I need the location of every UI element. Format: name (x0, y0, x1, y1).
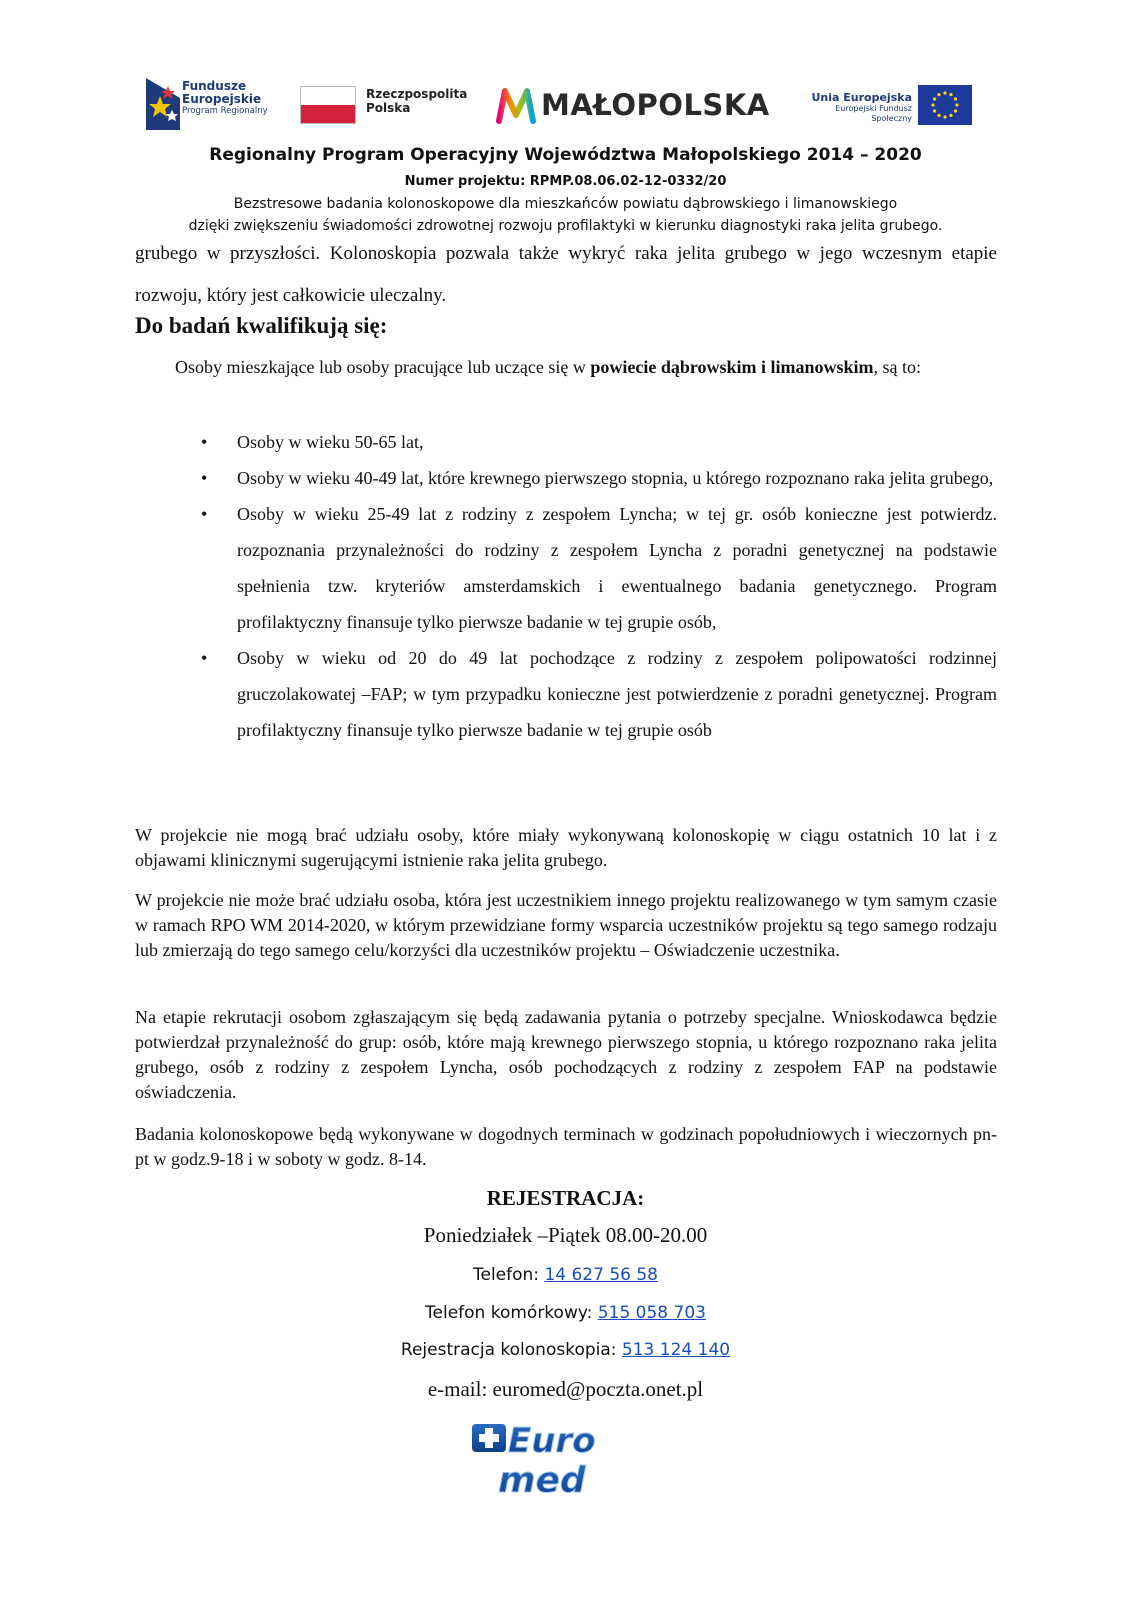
list-item-text: Osoby w wieku od 20 do 49 lat pochodzące z rodziny z zespołem polipowatości rodzinnej gruczolakowatej –FAP; w tym przypadku konieczne jest potwierdzenie z poradni genetycznej. Program profilaktyczny finansuje tylko pierwsze badanie w tej grupie osób (237, 648, 997, 740)
mobile-label: Telefon komórkowy: (425, 1303, 598, 1323)
malopolska-logo (495, 83, 770, 129)
qualify-intro-end: , są to: (873, 357, 922, 377)
list-item-text: Osoby w wieku 40-49 lat, które krewnego pierwszego stopnia, u którego rozpoznano raka jelita grubego, (237, 468, 994, 488)
registration-hours: Poniedziałek –Piątek 08.00-20.00 (423, 1223, 708, 1247)
fundusze-europejskie-logo (146, 78, 274, 130)
project-subtitle-line1: Bezstresowe badania kolonoskopowe dla mieszkańców powiatu dąbrowskiego i limanowskiego (233, 196, 898, 212)
euromed-logo (468, 1418, 643, 1500)
euromed-logo-line2: med (498, 1460, 586, 1500)
list-item-text: Osoby w wieku 50-65 lat, (237, 432, 424, 452)
list-item (175, 496, 997, 640)
unia-line1: Unia Europejska (811, 91, 912, 104)
malopolska-m-icon (495, 85, 537, 125)
intro-paragraph: grubego w przyszłości. Kolonoskopia pozwala także wykryć raka jelita grubego w jego wczesnym etapie rozwoju, który jest całkowicie uleczalny. (135, 243, 997, 306)
project-number: Numer projektu: RPMP.08.06.02-12-0332/20 (404, 174, 727, 189)
recruitment-paragraph: Na etapie rekrutacji osobom zgłaszającym się będą zadawania pytania o potrzeby specjalne. Wnioskodawca będzie potwierdzał przynależność do grup: osób, które mają krewnego pierwszego stopnia, u którego rozpoznano raka jelita grubego, osób z rodziny z zespołem Lyncha, osób pochodzących z rodziny z zespołem FAP na podstawie oświadczenia. (135, 1007, 997, 1102)
list-item (175, 424, 997, 460)
polish-flag-icon (300, 86, 356, 124)
colonoscopy-label: Rejestracja kolonoskopia: (400, 1340, 622, 1360)
qualify-intro-bold: powiecie dąbrowskim i limanowskim (590, 357, 874, 377)
bullet-icon: • (201, 648, 208, 668)
qualify-heading: Do badań kwalifikują się: (135, 313, 388, 338)
unia-europejska-logo (796, 85, 972, 127)
phone-label: Telefon: (473, 1265, 545, 1285)
registration-colonoscopy (0, 1340, 1131, 1360)
unia-line2: Europejski Fundusz Społeczny (835, 104, 912, 123)
project-subtitle-line2: dzięki zwiększeniu świadomości zdrowotnej rozwoju profilaktyki w kierunku diagnostyki raka jelita grubego. (188, 218, 943, 234)
colonoscopy-phone-link[interactable]: 513 124 140 (621, 1340, 731, 1360)
list-item (175, 640, 997, 748)
other-project-paragraph: W projekcie nie może brać udziału osoba, która jest uczestnikiem innego projektu realizowanego w tym samym czasie w ramach RPO WM 2014-2020, w którym przewidziane formy wsparcia uczestników projektu są tego samego rodzaju lub zmierzają do tego samego celu/korzyści dla uczestników projektu – Oświadczenie uczestnika. (135, 890, 997, 960)
malopolska-text: MAŁOPOLSKA (541, 88, 770, 122)
qualify-intro-text: Osoby mieszkające lub osoby pracujące lub uczące się w (175, 357, 591, 377)
list-item-text: Osoby w wieku 25-49 lat z rodziny z zespołem Lyncha; w tej gr. osób konieczne jest potwierdz. rozpoznania przynależności do rodziny z zespołem Lyncha z poradni genetycznej na podstawie spełnienia tzw. kryteriów amsterdamskich i ewentualnego badania genetycznego. Program profilaktyczny finansuje tylko pierwsze badanie w tej grupie osób, (237, 504, 997, 632)
registration-mobile (0, 1303, 1131, 1323)
schedule-paragraph: Badania kolonoskopowe będą wykonywane w dogodnych terminach w godzinach popołudniowych i wieczornych pn-pt w godz.9-18 i w soboty w godz. 8-14. (135, 1124, 997, 1169)
exclusion-paragraph: W projekcie nie mogą brać udziału osoby, które miały wykonywaną kolonoskopię w ciągu ostatnich 10 lat i z objawami klinicznymi sugerującymi istnienie raka jelita grubego. (135, 825, 997, 870)
registration-phone (0, 1265, 1131, 1285)
fundusze-line1: Fundusze (182, 79, 247, 93)
qualify-list (175, 424, 997, 748)
bullet-icon: • (201, 432, 208, 452)
eu-flag-icon (918, 85, 972, 125)
euromed-logo-line1: Euro (508, 1421, 596, 1461)
rzeczpospolita-polska-logo (300, 86, 470, 126)
rzeczpospolita-line2: Polska (366, 100, 411, 115)
rzeczpospolita-line1: Rzeczpospolita (366, 87, 468, 101)
bullet-icon: • (201, 468, 208, 488)
bullet-icon: • (201, 504, 208, 524)
program-title: Regionalny Program Operacyjny Województwa Małopolskiego 2014 – 2020 (209, 145, 922, 165)
qualify-intro (175, 349, 997, 386)
fundusze-line2: Europejskie (182, 91, 262, 106)
list-item (175, 460, 997, 496)
registration-heading: REJESTRACJA: (486, 1186, 645, 1210)
fundusze-europejskie-emblem-icon (146, 78, 180, 130)
registration-email: e-mail: euromed@poczta.onet.pl (427, 1377, 704, 1401)
phone-link[interactable]: 14 627 56 58 (544, 1265, 658, 1285)
mobile-link[interactable]: 515 058 703 (597, 1303, 706, 1323)
fundusze-line3: Program Regionalny (182, 106, 268, 117)
